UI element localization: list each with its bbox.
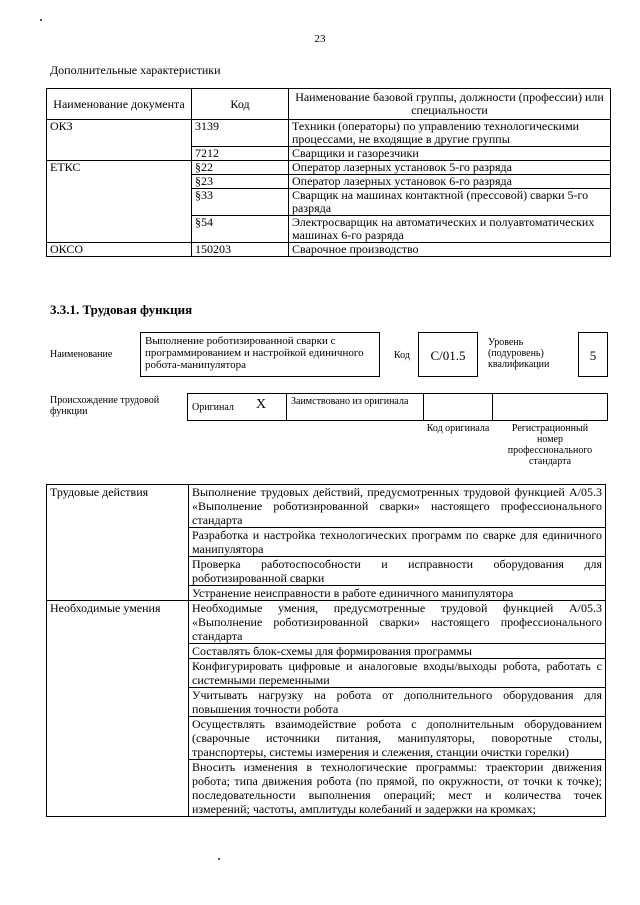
qualification-level-label: Уровень (подуровень) квалификации xyxy=(488,337,550,370)
column-header: Код xyxy=(192,89,289,120)
code-original-cell xyxy=(423,393,493,421)
skill-item: Вносить изменения в технологические программы: траектории движения робота; типа движения робота (по прямой, по окружности, от точки к точке); последовательности выполнения операций; мест и количества точек измерений; частоты, амплитуды колебаний и задержки на кромках; xyxy=(189,760,606,817)
skills-label: Необходимые умения xyxy=(47,601,189,817)
table-header-row xyxy=(47,89,611,120)
code-cell: §22 xyxy=(192,161,289,175)
skill-item: Конфигурировать цифровые и аналоговые входы/выходы робота, работать с системными переменными xyxy=(189,659,606,688)
name-cell: Техники (операторы) по управлению технологическими процессами, не входящие в другие группы xyxy=(289,120,611,147)
borrowed-cell: Заимствовано из оригинала xyxy=(286,393,424,421)
scan-speck xyxy=(218,858,220,860)
page-number: 23 xyxy=(314,33,326,45)
original-mark: X xyxy=(256,397,267,412)
code-cell: §54 xyxy=(192,216,289,243)
code-cell: §33 xyxy=(192,189,289,216)
code-label: Код xyxy=(394,350,410,361)
table-row xyxy=(47,243,611,257)
code-cell: 3139 xyxy=(192,120,289,147)
table-row xyxy=(47,120,611,147)
original-label: Оригинал xyxy=(192,402,234,413)
origin-label: Происхождение трудовой функции xyxy=(50,395,160,417)
skill-item: Осуществлять взаимодействие робота с дополнительным оборудованием (сварочные источники питания, манипуляторы, поворотные столы, транспортеры, системы измерения и слежения, станции очистки горелки) xyxy=(189,717,606,760)
doc-cell: ОКСО xyxy=(47,243,192,257)
skill-item: Учитывать нагрузку на робота от дополнительного оборудования для повышения точности робота xyxy=(189,688,606,717)
skill-item: Необходимые умения, предусмотренные трудовой функцией А/05.3 «Выполнение роботизированной сварки» настоящего профессионального стандарта xyxy=(189,601,606,644)
function-details-table xyxy=(46,484,606,817)
name-cell: Сварщики и газорезчики xyxy=(289,147,611,161)
reg-number-caption: Регистрационный номер профессионального стандарта xyxy=(507,423,593,467)
name-cell: Оператор лазерных установок 5-го разряда xyxy=(289,161,611,175)
column-header: Наименование документа xyxy=(47,89,192,120)
skill-item: Составлять блок-схемы для формирования программы xyxy=(189,644,606,659)
name-cell: Сварщик на машинах контактной (прессовой) сварки 5-го разряда xyxy=(289,189,611,216)
section-heading: Дополнительные характеристики xyxy=(50,63,221,77)
table-row xyxy=(47,601,606,644)
scan-speck xyxy=(40,19,42,21)
name-cell: Электросварщик на автоматических и полуавтоматических машинах 6-го разряда xyxy=(289,216,611,243)
reg-number-cell xyxy=(492,393,608,421)
doc-cell: ОКЗ xyxy=(47,120,192,161)
function-code-box: C/01.5 xyxy=(418,332,478,377)
name-cell: Оператор лазерных установок 6-го разряда xyxy=(289,175,611,189)
original-cell xyxy=(187,393,287,421)
action-item: Проверка работоспособности и исправности оборудования для роботизированной сварки xyxy=(189,557,606,586)
column-header: Наименование базовой группы, должности (профессии) или специальности xyxy=(289,89,611,120)
action-item: Устранение неисправности в работе единичного манипулятора xyxy=(189,586,606,601)
code-cell: 7212 xyxy=(192,147,289,161)
additional-characteristics-table xyxy=(46,88,611,257)
table-row xyxy=(47,161,611,175)
action-item: Выполнение трудовых действий, предусмотренных трудовой функцией А/05.3 «Выполнение роботизированной сварки» настоящего профессионального стандарта xyxy=(189,485,606,528)
code-cell: §23 xyxy=(192,175,289,189)
action-item: Разработка и настройка технологических программ по сварке для единичного манипулятора xyxy=(189,528,606,557)
doc-cell: ЕТКС xyxy=(47,161,192,243)
name-cell: Сварочное производство xyxy=(289,243,611,257)
qualification-level-box: 5 xyxy=(578,332,608,377)
function-name-box: Выполнение роботизированной сварки с программированием и настройкой единичного робота-манипулятора xyxy=(140,332,380,377)
table-row xyxy=(47,485,606,528)
code-original-caption: Код оригинала xyxy=(426,423,490,434)
code-cell: 150203 xyxy=(192,243,289,257)
function-section-title: 3.3.1. Трудовая функция xyxy=(50,302,193,317)
name-label: Наименование xyxy=(50,349,113,360)
actions-label: Трудовые действия xyxy=(47,485,189,601)
